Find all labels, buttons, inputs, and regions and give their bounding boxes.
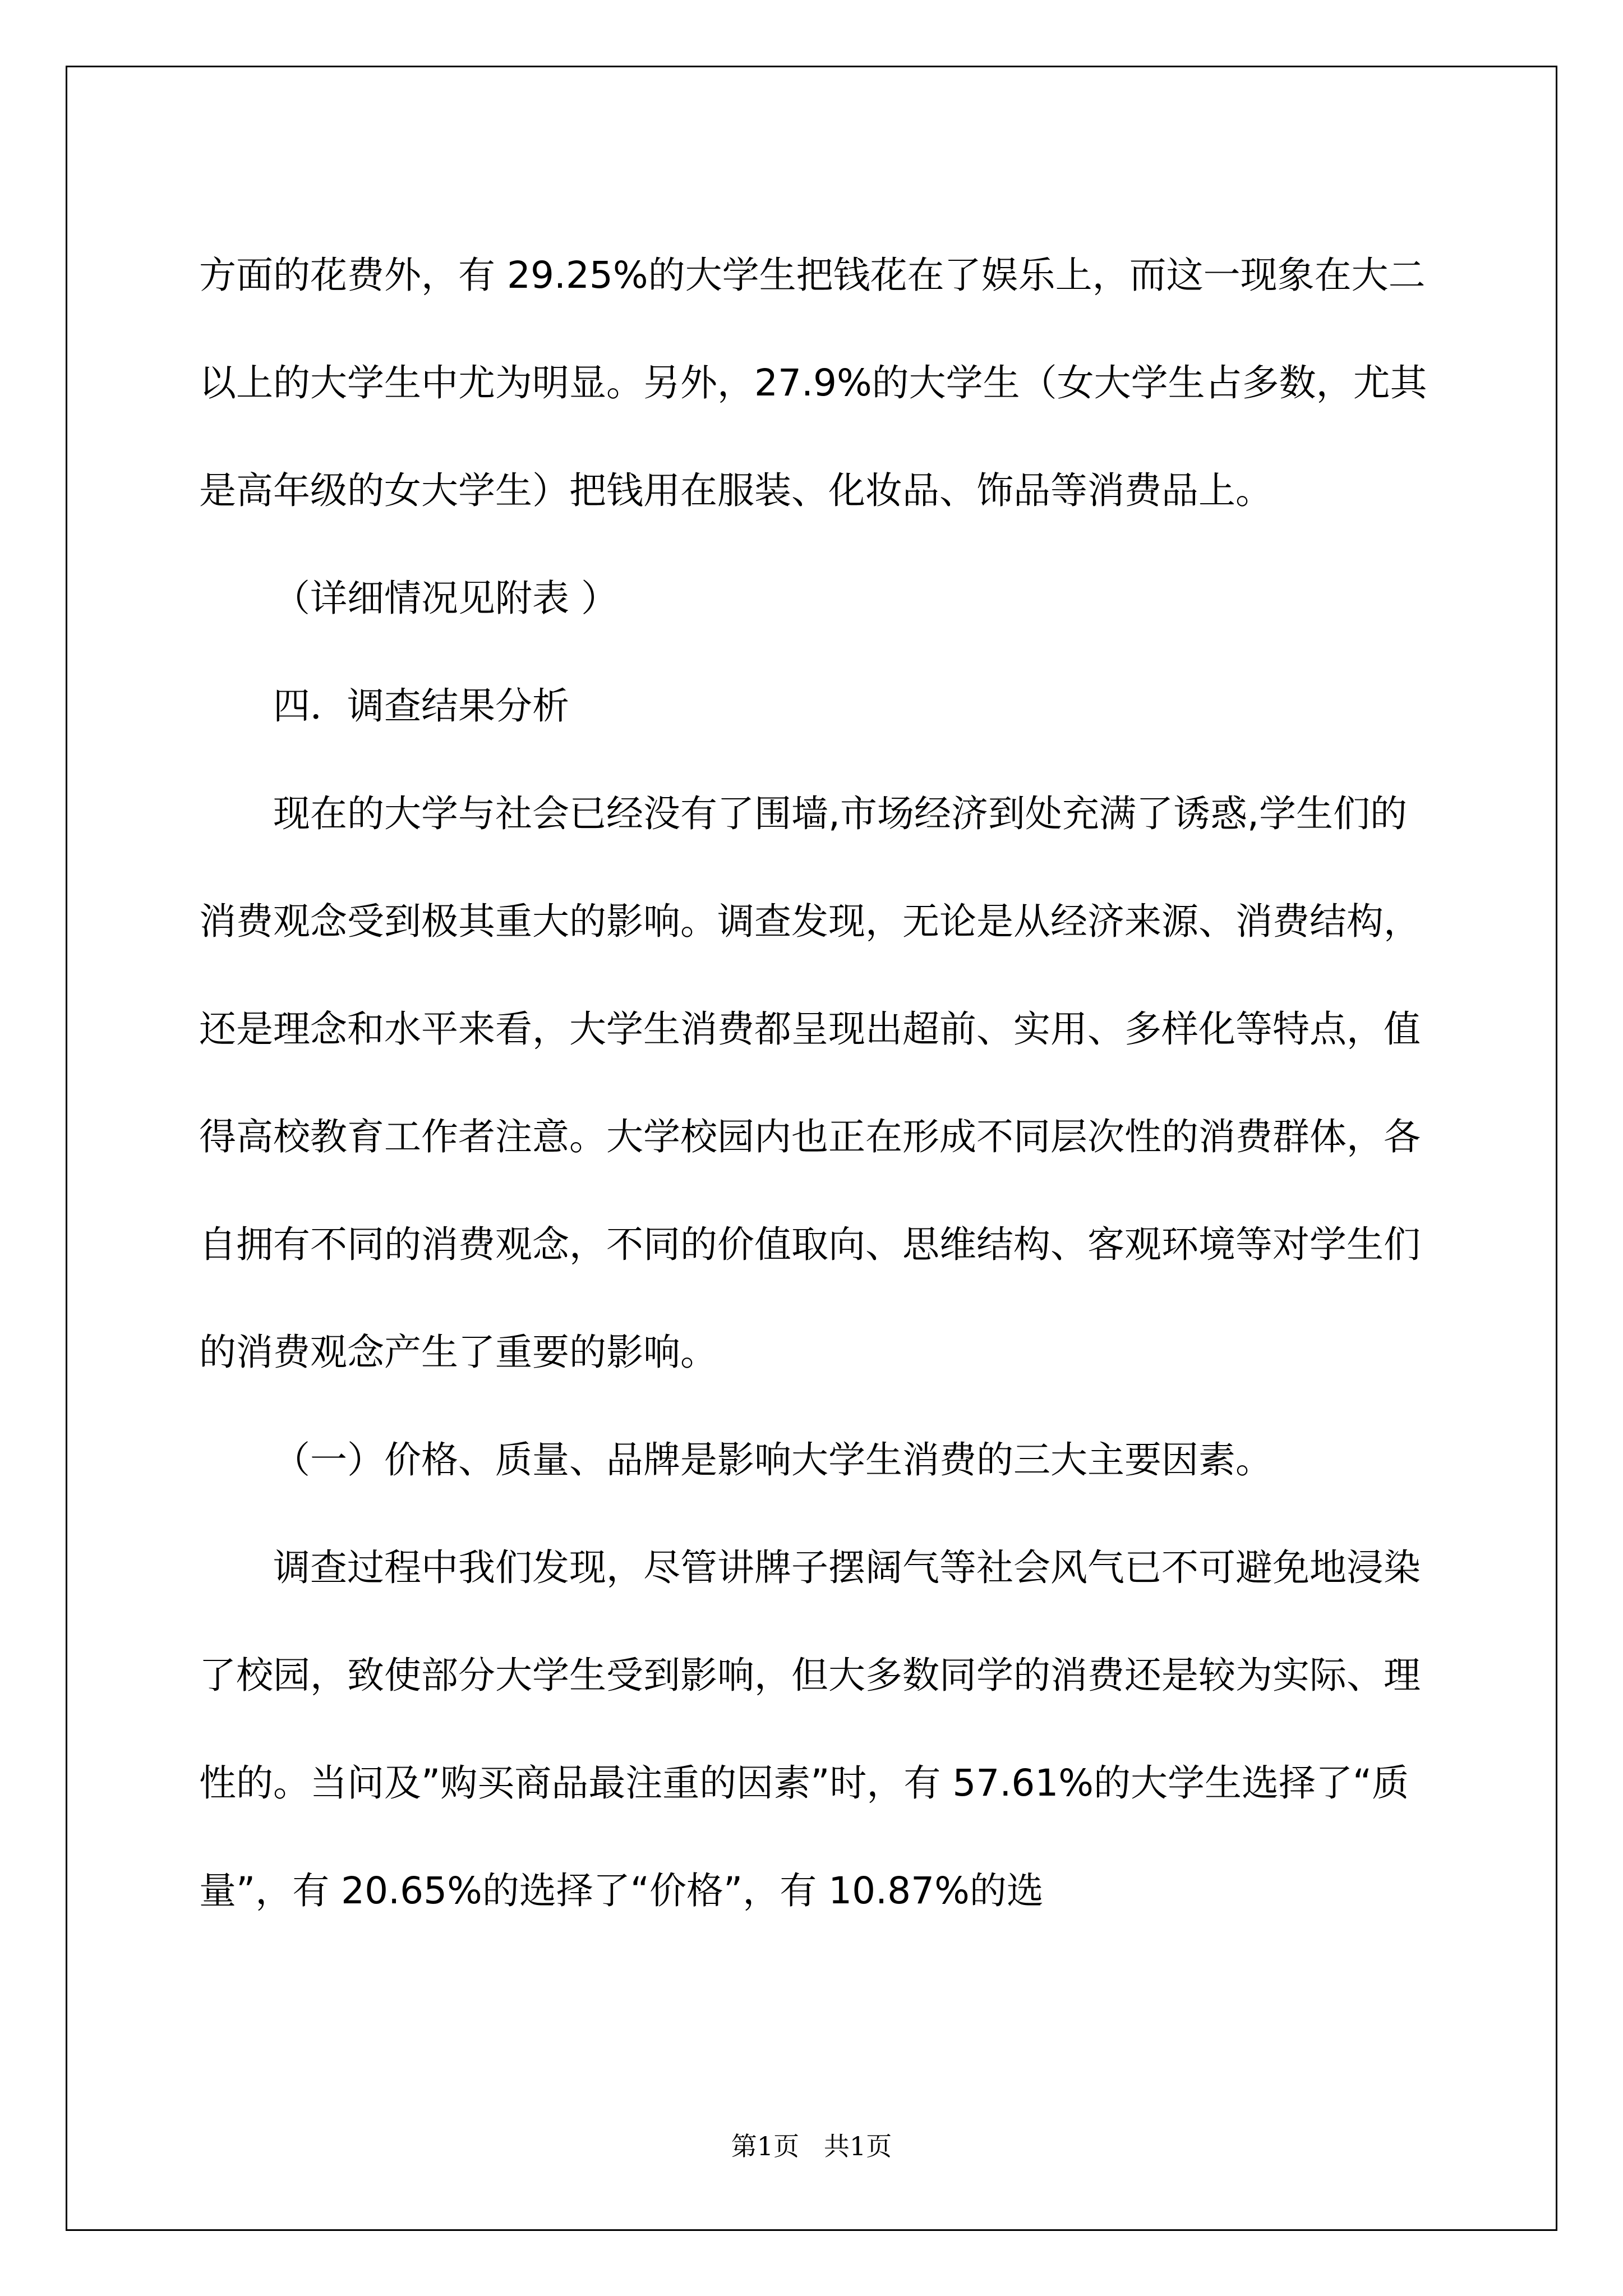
paragraph: 现在的大学与社会已经没有了围墙,市场经济到处充满了诱惑,学生们的消费观念受到极其重大的影响。调查发现，无论是从经济来源、消费结构，还是理念和水平来看，大学生消费都呈现出超前、实用、多样化等特点，值得高校教育工作者注意。大学校园内也正在形成不同层次性的消费群体，各自拥有不同的消费观念，不同的价值取向、思维结构、客观环境等对学生们的消费观念产生了重要的影响。 — [199, 792, 1421, 1374]
page-number: 第1页 共1页 — [731, 2131, 892, 2161]
paragraph: （详细情况见附表 ） — [273, 577, 618, 620]
paragraph: 方面的花费外，有 29.25%的大学生把钱花在了娱乐上，而这一现象在大二以上的大学生中尤为明显。另外，27.9%的大学生（女大学生占多数，尤其是高年级的女大学生）把钱用在服装、化妆品、饰品等消费品上。 — [199, 254, 1427, 512]
subsection-heading: （一）价格、质量、品牌是影响大学生消费的三大主要因素。 — [273, 1438, 1272, 1481]
document-body — [199, 222, 1430, 1945]
paragraph: 调查过程中我们发现，尽管讲牌子摆阔气等社会风气已不可避免地浸染了校园，致使部分大学生受到影响，但大多数同学的消费还是较为实际、理性的。当问及”购买商品最注重的因素”时，有 57.61%的大学生选择了“质量”，有 20.65%的选择了“价格”，有 10.87%的选 — [199, 1546, 1421, 1912]
section-heading: 四．调查结果分析 — [273, 684, 569, 728]
